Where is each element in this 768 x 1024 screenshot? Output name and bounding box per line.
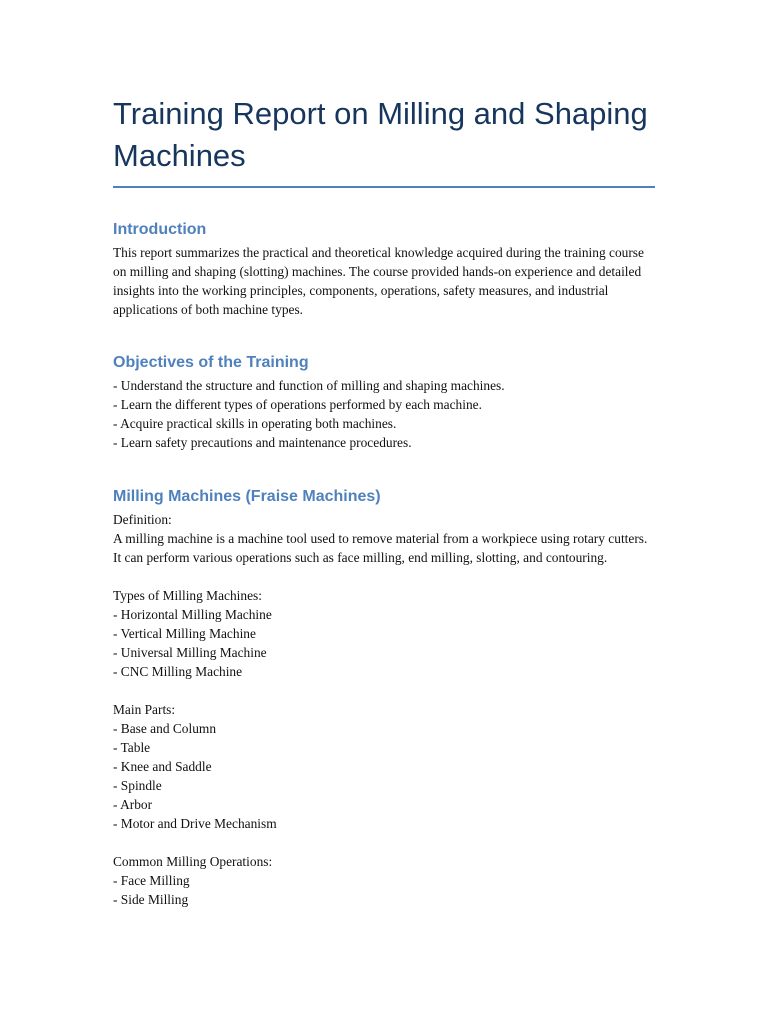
list-item: - Arbor [113, 797, 153, 812]
list-item: - Table [113, 740, 151, 755]
title-underline [113, 186, 655, 188]
list-item: - Vertical Milling Machine [113, 626, 256, 641]
list-item: - Base and Column [113, 721, 217, 736]
introduction-section [113, 219, 655, 319]
parts-label: Main Parts: [113, 702, 176, 717]
document-title: Training Report on Milling and Shaping Machines [113, 96, 648, 173]
list-item: - Spindle [113, 778, 162, 793]
list-item: - Understand the structure and function of milling and shaping machines. [113, 378, 505, 393]
types-label: Types of Milling Machines: [113, 588, 262, 603]
list-item: - Learn safety precautions and maintenance procedures. [113, 435, 412, 450]
list-item: - Knee and Saddle [113, 759, 212, 774]
list-item: - Face Milling [113, 873, 190, 888]
operations-label: Common Milling Operations: [113, 854, 273, 869]
spacer [113, 567, 655, 586]
spacer [113, 681, 655, 700]
objectives-list [113, 376, 655, 452]
definition-text: A milling machine is a machine tool used to remove material from a workpiece using rotary cutters. It can perform various operations such as face milling, end milling, slotting, and contouring. [113, 531, 648, 565]
objectives-heading: Objectives of the Training [113, 354, 309, 371]
milling-heading: Milling Machines (Fraise Machines) [113, 488, 381, 505]
list-item: - Horizontal Milling Machine [113, 607, 272, 622]
list-item: - Side Milling [113, 892, 189, 907]
spacer [113, 833, 655, 852]
objectives-section [113, 352, 655, 452]
introduction-heading: Introduction [113, 221, 207, 238]
list-item: - Acquire practical skills in operating both machines. [113, 416, 397, 431]
milling-section [113, 486, 655, 909]
list-item: - Universal Milling Machine [113, 645, 267, 660]
definition-label: Definition: [113, 512, 172, 527]
list-item: - Motor and Drive Mechanism [113, 816, 277, 831]
list-item: - CNC Milling Machine [113, 664, 243, 679]
list-item: - Learn the different types of operations performed by each machine. [113, 397, 482, 412]
introduction-paragraph: This report summarizes the practical and theoretical knowledge acquired during the training course on milling and shaping (slotting) machines. The course provided hands-on experience and detailed insights into the working principles, components, operations, safety measures, and industrial applications of both machine types. [113, 245, 644, 317]
milling-content [113, 510, 655, 909]
